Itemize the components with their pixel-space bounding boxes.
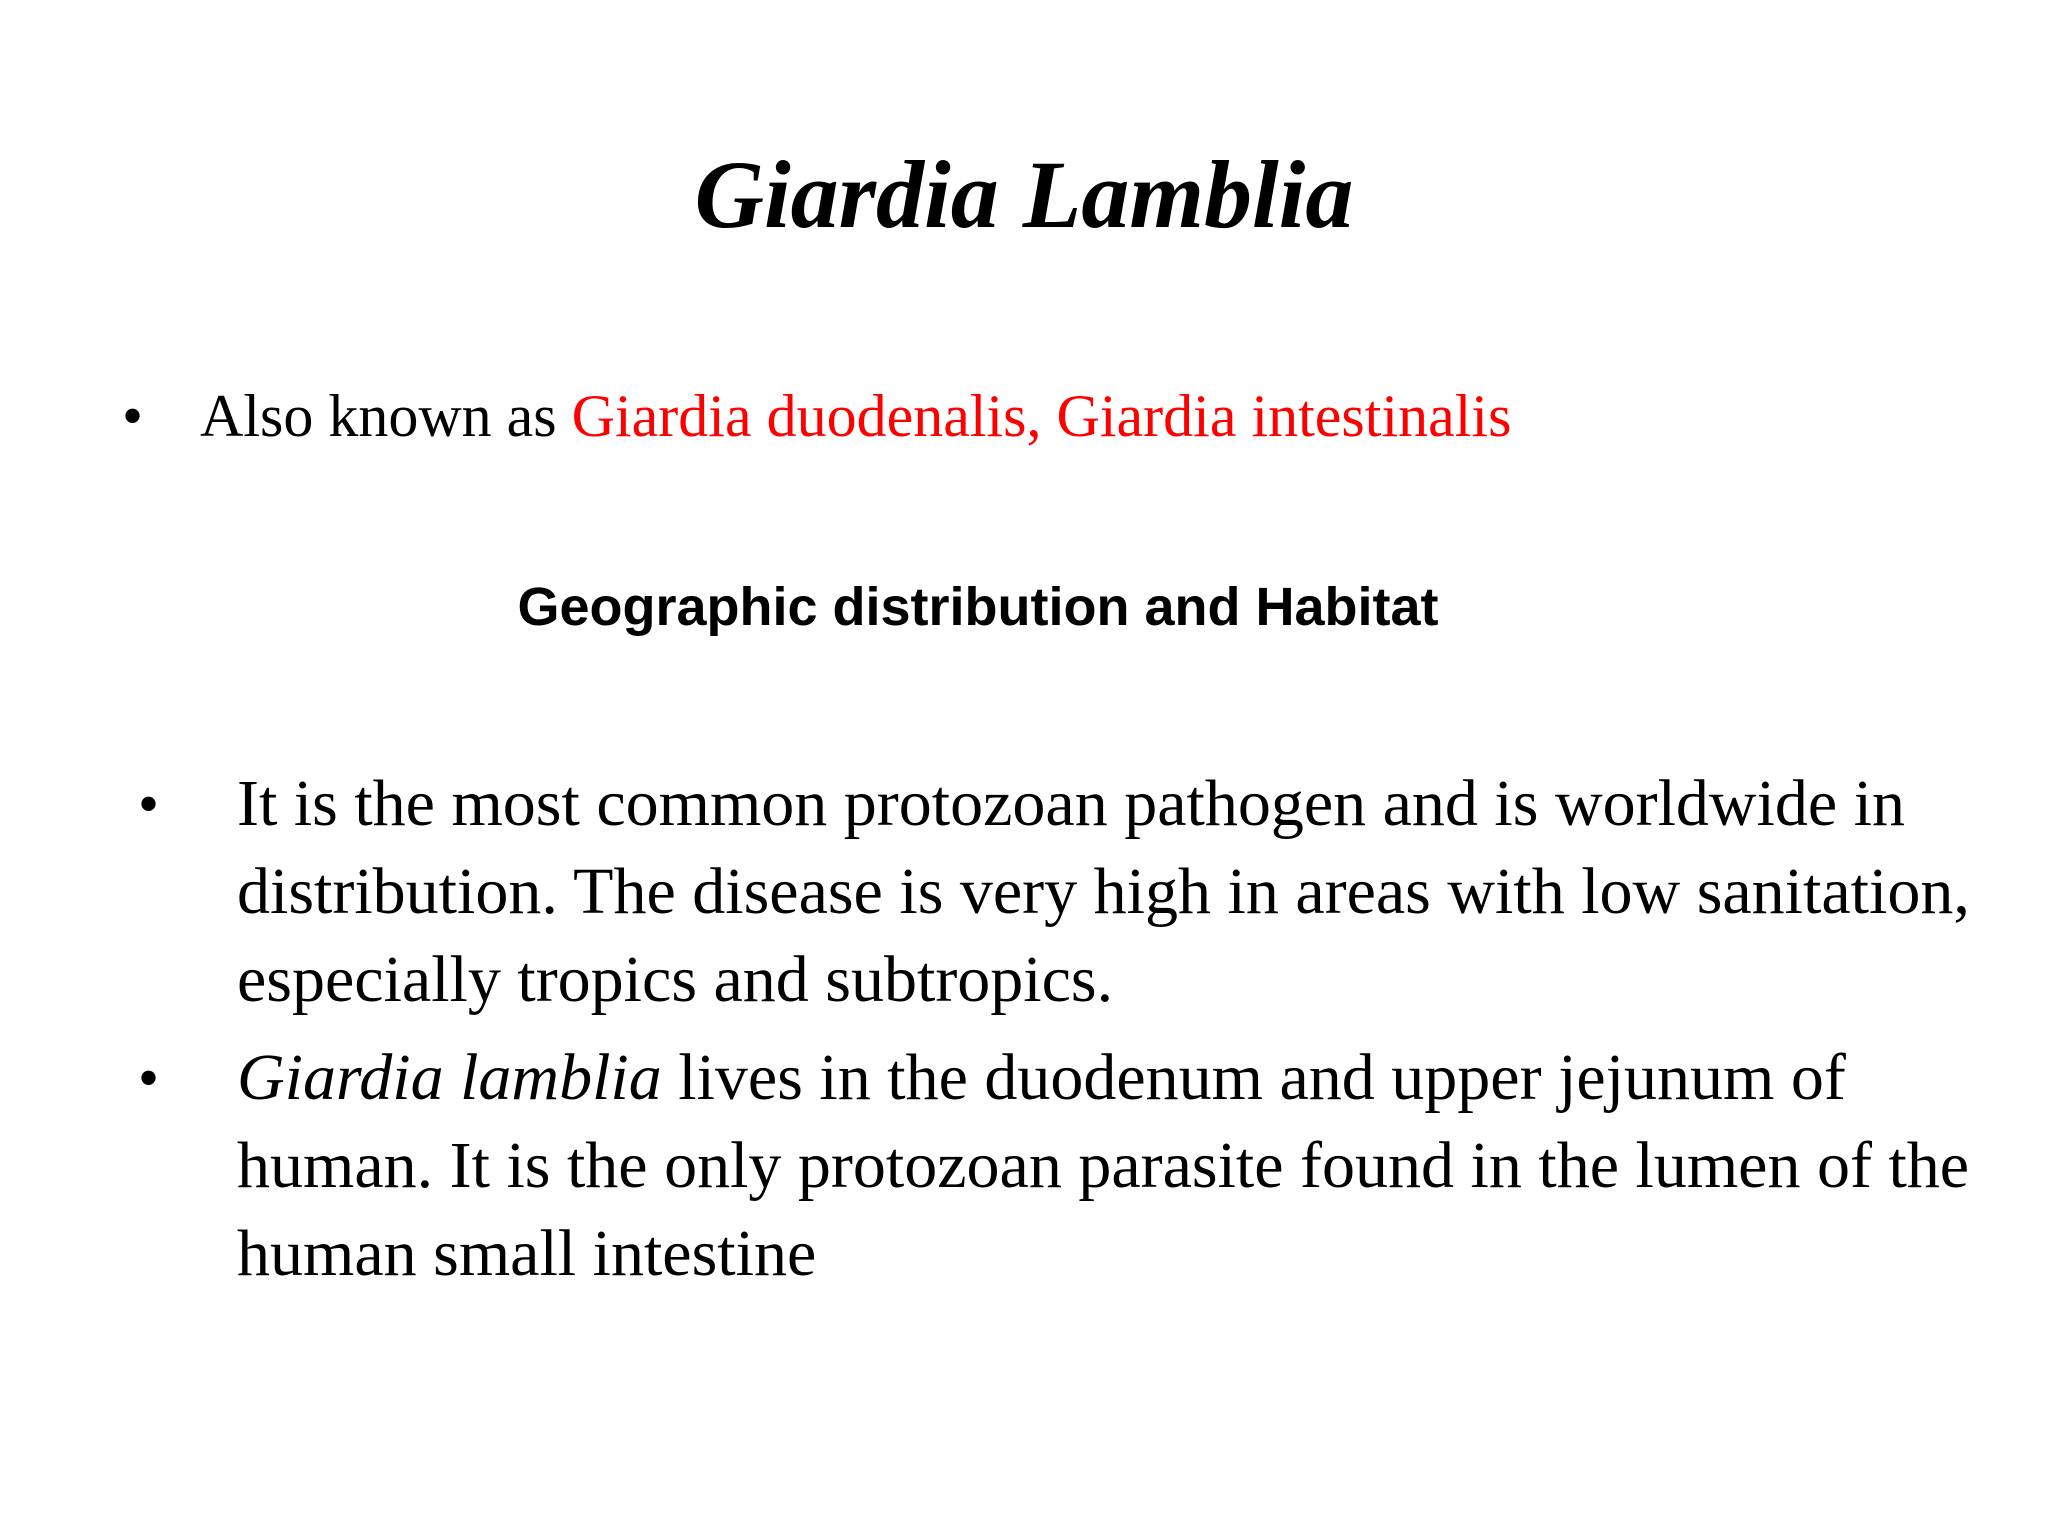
bullet-list [0,760,2048,1308]
list-item [0,1034,2048,1298]
section-heading: Geographic distribution and Habitat [517,577,1439,637]
list-item [0,760,2048,1024]
also-known-as-prefix: Also known as [200,383,572,449]
slide-title: Giardia Lamblia [694,141,1354,248]
species-name: Giardia lamblia [237,1041,662,1114]
bullet-icon: • [138,1045,160,1111]
bullet-icon: • [122,383,144,449]
bullet-text: It is the most common protozoan pathogen and is worldwide in distribution. The disease is very high in areas with low sanitation, especially tropics and subtropics. [237,767,1970,1016]
bullet-icon: • [138,771,160,837]
bullet-text: lives in the duodenum and upper jejunum of human. It is the only protozoan parasite found in the lumen of the human small intestine [237,1041,1970,1290]
alternate-names: Giardia duodenalis, Giardia intestinalis [571,383,1512,449]
also-known-as-line [122,378,1511,454]
